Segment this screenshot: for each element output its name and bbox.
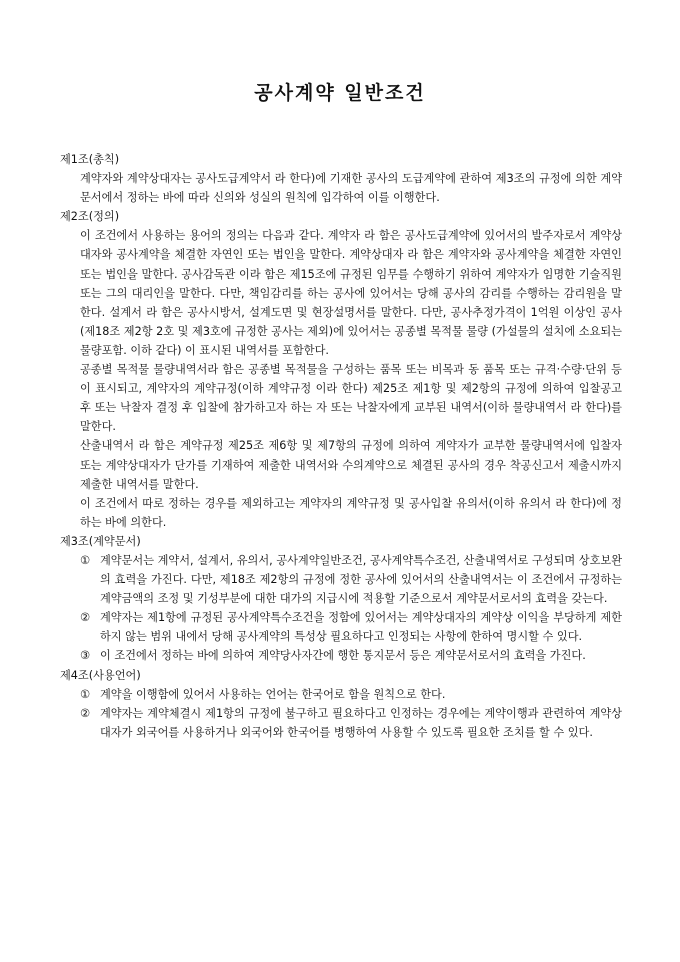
clause-number: ③ xyxy=(80,649,91,663)
clause-item xyxy=(80,646,622,665)
document-title: 공사계약 일반조건 xyxy=(254,82,426,104)
clause-item xyxy=(80,608,622,646)
clause-number: ② xyxy=(80,706,91,720)
article-4 xyxy=(60,666,622,742)
article-heading: 제1조(총칙) xyxy=(60,153,120,166)
clause-item xyxy=(80,551,622,608)
article-paragraph: 공종별 목적물 물량내역서라 함은 공종별 목적물을 구성하는 품목 또는 비목과 동 품목 또는 규격·수량·단위 등이 표시되고, 계약자의 계약규정(이하 계약규정 이라 한다) 제25조 제1항 및 제2항의 규정에 의하여 입찰공고 후 또는 낙찰자 결정 후 입찰에 참가하고자 하는 자 또는 낙찰자에게 교부된 내역서(이하 물량내역서 라 한다)를 말한다. xyxy=(80,363,622,434)
article-paragraph: 산출내역서 라 함은 계약규정 제25조 제6항 및 제7항의 규정에 의하여 계약자가 교부한 물량내역서에 입찰자 또는 계약상대자가 단가를 기재하여 제출한 내역서와 수의계약으로 체결된 공사의 경우 착공신고서 제출시까지 제출한 내역서를 말한다. xyxy=(80,439,622,491)
clause-text: 계약을 이행함에 있어서 사용하는 언어는 한국어로 함을 원칙으로 한다. xyxy=(100,687,446,701)
clause-item xyxy=(80,704,622,742)
article-paragraph: 계약자와 계약상대자는 공사도급계약서 라 한다)에 기재한 공사의 도급계약에 관하여 제3조의 규정에 의한 계약문서에서 정하는 바에 따라 신의와 성실의 원칙에 입각하여 이를 이행한다. xyxy=(80,172,622,205)
article-2 xyxy=(60,207,622,532)
article-heading: 제4조(사용언어) xyxy=(60,668,141,682)
clause-text: 계약자는 제1항에 규정된 공사계약특수조건을 정함에 있어서는 계약상대자의 계약상 이익을 부당하게 제한하지 않는 범위 내에서 당해 공사계약의 특성상 필요하다고 인정되는 사항에 한하여 명시할 수 있다. xyxy=(100,611,622,644)
article-3 xyxy=(60,532,622,666)
article-paragraph: 이 조건에서 따로 정하는 경우를 제외하고는 계약자의 계약규정 및 공사입찰 유의서(이하 유의서 라 한다)에 정하는 바에 의한다. xyxy=(80,496,622,529)
article-heading: 제2조(정의) xyxy=(60,210,120,224)
clause-item xyxy=(80,685,622,704)
clause-number: ① xyxy=(80,553,91,567)
clause-number: ① xyxy=(80,687,91,701)
document-body xyxy=(60,150,622,742)
clause-text: 이 조건에서 정하는 바에 의하여 계약당사자간에 행한 통지문서 등은 계약문서로서의 효력을 가진다. xyxy=(100,649,586,663)
clause-text: 계약문서는 계약서, 설계서, 유의서, 공사계약일반조건, 공사계약특수조건, 산출내역서로 구성되며 상호보완의 효력을 가진다. 다만, 제18조 제2항의 규정에 정한 공사에 있어서의 산출내역서는 이 조건에서 규정하는 계약금액의 조정 및 기성부분에 대한 대가의 지급시에 적용할 기준으로서 계약문서로서의 효력을 갖는다. xyxy=(100,553,622,606)
article-heading: 제3조(계약문서) xyxy=(60,534,141,548)
clause-text: 계약자는 계약체결시 제1항의 규정에 불구하고 필요하다고 인정하는 경우에는 계약이행과 관련하여 계약상대자가 외국어를 사용하거나 외국어와 한국어를 병행하여 사용할 수 있도록 필요한 조치를 할 수 있다. xyxy=(100,706,622,739)
article-paragraph: 이 조건에서 사용하는 용어의 정의는 다음과 같다. 계약자 라 함은 공사도급계약에 있어서의 발주자로서 계약상대자와 공사계약을 체결한 자연인 또는 법인을 말한다. 계약상대자 라 함은 계약자와 공사계약을 체결한 자연인 또는 법인을 말한다. 공사감독관 이라 함은 제15조에 규정된 임무를 수행하기 위하여 계약자가 임명한 기술직원 또는 그의 대리인을 말한다. 다만, 책임감리를 하는 공사에 있어서는 당해 공사의 감리를 수행하는 감리원을 말한다. 설계서 라 함은 공사시방서, 설계도면 및 현장설명서를 말한다. 다만, 공사추정가격이 1억원 이상인 공사(제18조 제2항 2호 및 제3호에 규정한 공사는 제외)에 있어서는 공종별 목적물 물량 (가설물의 설치에 소요되는 물량포함. 이하 같다) 이 표시된 내역서를 포함한다. xyxy=(80,229,622,357)
article-1 xyxy=(60,150,622,207)
clause-number: ② xyxy=(80,611,91,625)
